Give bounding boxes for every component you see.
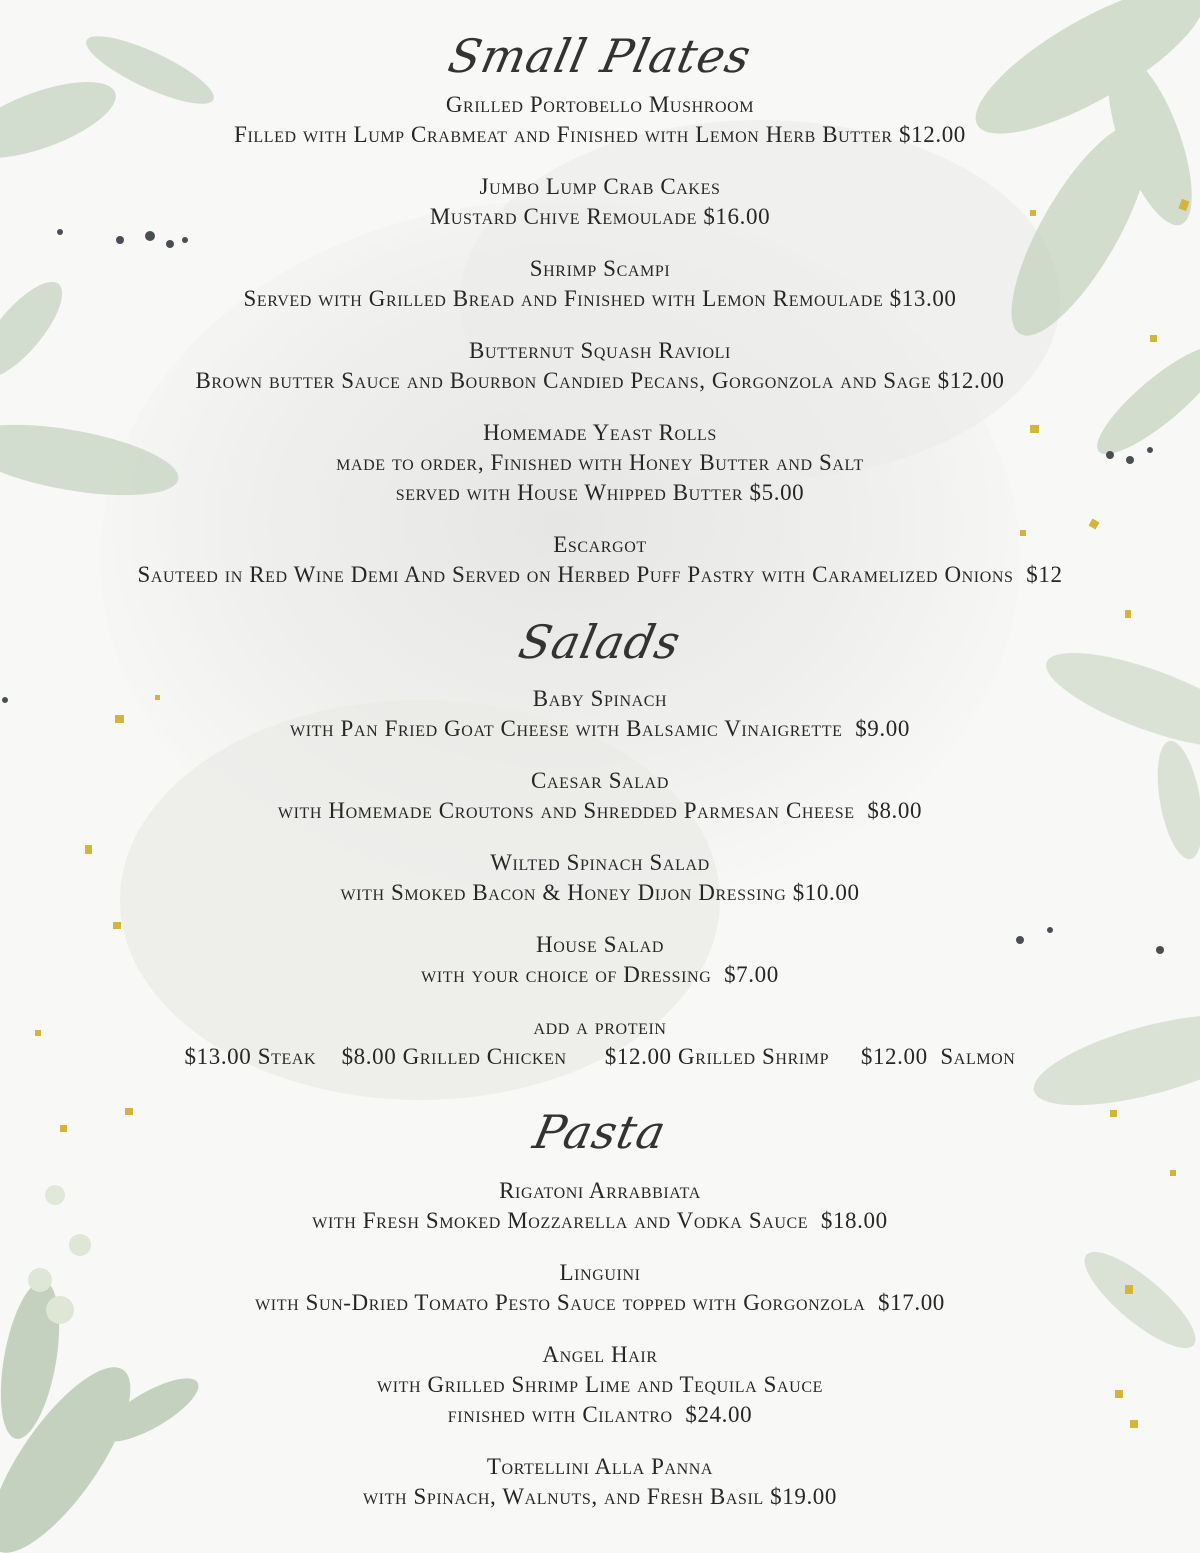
menu-item xyxy=(0,848,1200,908)
menu-item xyxy=(0,1176,1200,1236)
menu-item xyxy=(0,930,1200,990)
menu-item xyxy=(0,172,1200,232)
menu-item-description: Mustard Chive Remoulade $16.00 xyxy=(429,204,771,229)
section-title-small-plates: Small Plates xyxy=(443,29,757,83)
menu-item-name: Butternut Squash Ravioli xyxy=(469,338,731,363)
menu-item-name: Escargot xyxy=(553,532,647,557)
section-salads-title-wrap xyxy=(0,614,1200,670)
menu-item-description: Sauteed in Red Wine Demi And Served on Herbed Puff Pastry with Caramelized Onions $12 xyxy=(137,562,1063,587)
menu-item-name: Jumbo Lump Crab Cakes xyxy=(479,174,721,199)
menu-item-description: with Homemade Croutons and Shredded Parmesan Cheese $8.00 xyxy=(277,798,923,823)
menu-item-name: Angel Hair xyxy=(542,1342,658,1367)
menu-item-description: with Smoked Bacon & Honey Dijon Dressing $10.00 xyxy=(340,880,860,905)
menu-item-name: Baby Spinach xyxy=(532,686,668,711)
section-title-salads: Salads xyxy=(514,615,686,669)
menu-item-description: with Spinach, Walnuts, and Fresh Basil $19.00 xyxy=(362,1484,837,1509)
menu-item-name: Grilled Portobello Mushroom xyxy=(445,92,755,117)
menu-item-name: Caesar Salad xyxy=(531,768,669,793)
menu-item-description: Served with Grilled Bread and Finished with Lemon Remoulade $13.00 xyxy=(243,286,957,311)
menu-item xyxy=(0,1258,1200,1318)
menu-item xyxy=(0,530,1200,590)
menu-item xyxy=(0,90,1200,150)
menu-item-description: with your choice of Dressing $7.00 xyxy=(421,962,779,987)
menu-item-name: Wilted Spinach Salad xyxy=(490,850,710,875)
section-small-plates-title-wrap xyxy=(0,28,1200,84)
menu-item xyxy=(0,336,1200,396)
menu-item-description: with Pan Fried Goat Cheese with Balsamic Vinaigrette $9.00 xyxy=(290,716,910,741)
menu-item-name: Linguini xyxy=(559,1260,641,1285)
menu-item xyxy=(0,1012,1200,1072)
menu-item-name: Tortellini Alla Panna xyxy=(486,1454,714,1479)
menu-item-description: made to order, Finished with Honey Butter and Salt xyxy=(336,450,864,475)
menu-item-description: served with House Whipped Butter $5.00 xyxy=(395,480,805,505)
menu-item xyxy=(0,418,1200,508)
section-pasta-title-wrap xyxy=(0,1104,1200,1160)
menu-item-description: finished with Cilantro $24.00 xyxy=(447,1402,753,1427)
menu-item-description: with Grilled Shrimp Lime and Tequila Sauce xyxy=(377,1372,823,1397)
small-plates-list xyxy=(0,90,1200,590)
menu-item xyxy=(0,1452,1200,1512)
menu-item-name: add a protein xyxy=(533,1014,667,1039)
menu-item xyxy=(0,1340,1200,1430)
menu-item xyxy=(0,254,1200,314)
menu-item-description: $13.00 Steak $8.00 Grilled Chicken $12.00 Grilled Shrimp $12.00 Salmon xyxy=(184,1044,1016,1069)
menu-item-name: Rigatoni Arrabbiata xyxy=(499,1178,701,1203)
salads-list xyxy=(0,684,1200,1072)
menu-item xyxy=(0,684,1200,744)
menu-item-name: Shrimp Scampi xyxy=(529,256,671,281)
menu-item-name: House Salad xyxy=(536,932,664,957)
pasta-list xyxy=(0,1176,1200,1512)
menu-item-description: with Sun-Dried Tomato Pesto Sauce topped with Gorgonzola $17.00 xyxy=(255,1290,945,1315)
menu-item-description: Filled with Lump Crabmeat and Finished with Lemon Herb Butter $12.00 xyxy=(234,122,966,147)
menu-item xyxy=(0,766,1200,826)
section-title-pasta: Pasta xyxy=(528,1105,672,1159)
menu-item-description: Brown butter Sauce and Bourbon Candied Pecans, Gorgonzola and Sage $12.00 xyxy=(195,368,1005,393)
menu-item-description: with Fresh Smoked Mozzarella and Vodka Sauce $18.00 xyxy=(312,1208,888,1233)
menu-item-name: Homemade Yeast Rolls xyxy=(483,420,717,445)
